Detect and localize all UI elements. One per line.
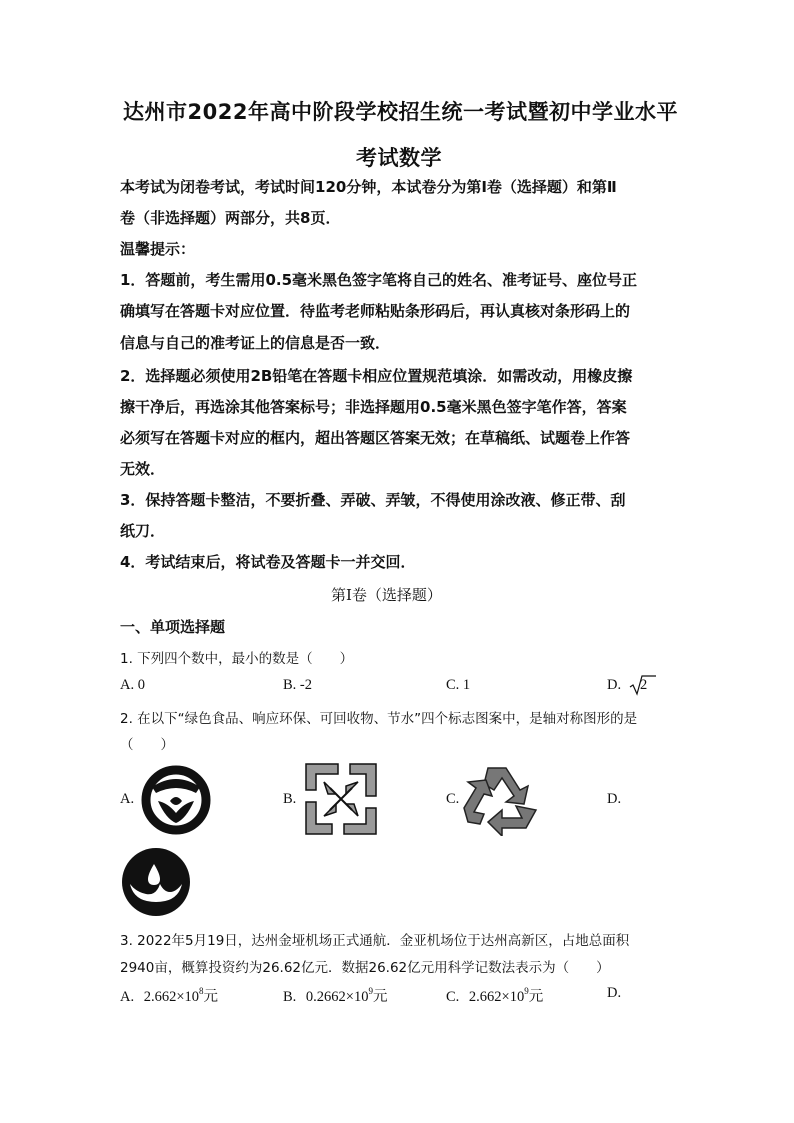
q3-option-b (283, 985, 387, 1006)
q3-option-a-unit: 元 (203, 989, 219, 1005)
q2-stem-line1: 2. 在以下“绿色食品、响应环保、可回收物、节水”四个标志图案中，是轴对称图形的是 (120, 711, 638, 727)
green-food-logo-icon (138, 763, 214, 837)
q3-option-d-label: D. (607, 985, 622, 1001)
exam-title-line2: 考试数学 (356, 146, 442, 170)
tip3-line1: 3．保持答题卡整洁，不要折叠、弄破、弄皱，不得使用涂改液、修正带、刮 (120, 491, 626, 509)
q3-option-c-mantissa: 2.662×10 (468, 989, 525, 1005)
q1-option-d-radicand: 2 (640, 677, 648, 693)
q3-option-b-label: B. (283, 989, 297, 1005)
q3-option-a-label: A. (120, 989, 135, 1005)
tip3-line2: 纸刀． (120, 522, 166, 540)
q1-option-b: B. -2 (283, 677, 312, 693)
recycle-logo-icon (462, 760, 542, 836)
part1-heading: 第Ⅰ卷（选择题） (331, 586, 442, 604)
eco-response-logo-icon (302, 760, 380, 838)
q2-stem-line2: （ ） (120, 737, 174, 753)
tip1-line2: 确填写在答题卡对应位置．待监考老师粘贴条形码后，再认真核对条形码上的 (120, 302, 631, 320)
q2-option-d-label: D. (607, 791, 622, 807)
tip2-line2: 擦干净后，再选涂其他答案标号；非选择题用0.5毫米黑色签字笔作答，答案 (120, 398, 627, 416)
q2-option-a-label: A. (120, 791, 135, 807)
q2-option-c-label: C. (446, 791, 460, 807)
q3-option-a (120, 985, 218, 1006)
q3-option-c-exponent: 9 (524, 986, 529, 996)
tip2-line4: 无效． (120, 460, 166, 478)
q1-option-d-label: D. (607, 677, 622, 693)
q3-option-c (446, 985, 543, 1006)
section1-heading: 一、单项选择题 (120, 618, 226, 636)
tip1-line1: 1．答题前，考生需用0.5毫米黑色签字笔将自己的姓名、准考证号、座位号正 (120, 271, 638, 289)
q2-option-b-label: B. (283, 791, 297, 807)
tip4-line: 4．考试结束后，将试卷及答题卡一并交回． (120, 553, 416, 571)
q3-stem-line2: 2940亩，概算投资约为26.62亿元．数据26.62亿元用科学记数法表示为（ ） (120, 960, 610, 976)
water-saving-logo-icon (120, 846, 192, 918)
exam-title-line1: 达州市2022年高中阶段学校招生统一考试暨初中学业水平 (123, 100, 678, 124)
q3-option-c-unit: 元 (528, 989, 544, 1005)
q3-option-c-label: C. (446, 989, 460, 1005)
tip2-line1: 2．选择题必须使用2B铅笔在答题卡相应位置规范填涂．如需改动，用橡皮擦 (120, 367, 633, 385)
q3-option-a-mantissa: 2.662×10 (143, 989, 200, 1005)
tip2-line3: 必须写在答题卡对应的框内，超出答题区答案无效；在草稿纸、试题卷上作答 (120, 429, 631, 447)
q1-option-a: A. 0 (120, 677, 145, 693)
tips-heading: 温馨提示： (120, 240, 196, 258)
tip1-line3: 信息与自己的准考证上的信息是否一致． (120, 334, 391, 352)
intro-line1: 本考试为闭卷考试，考试时间120分钟，本试卷分为第Ⅰ卷（选择题）和第Ⅱ (120, 178, 617, 196)
q3-stem-line1: 3. 2022年5月19日，达州金垭机场正式通航．金亚机场位于达州高新区，占地总面积 (120, 933, 630, 949)
q3-option-a-exponent: 8 (199, 986, 204, 996)
q1-stem: 1. 下列四个数中，最小的数是（ ） (120, 651, 354, 667)
intro-line2: 卷（非选择题）两部分，共8页． (120, 209, 341, 227)
q1-option-c: C. 1 (446, 677, 471, 693)
q3-option-b-mantissa: 0.2662×10 (305, 989, 369, 1005)
q3-option-b-unit: 元 (372, 989, 388, 1005)
q3-option-b-exponent: 9 (368, 986, 373, 996)
